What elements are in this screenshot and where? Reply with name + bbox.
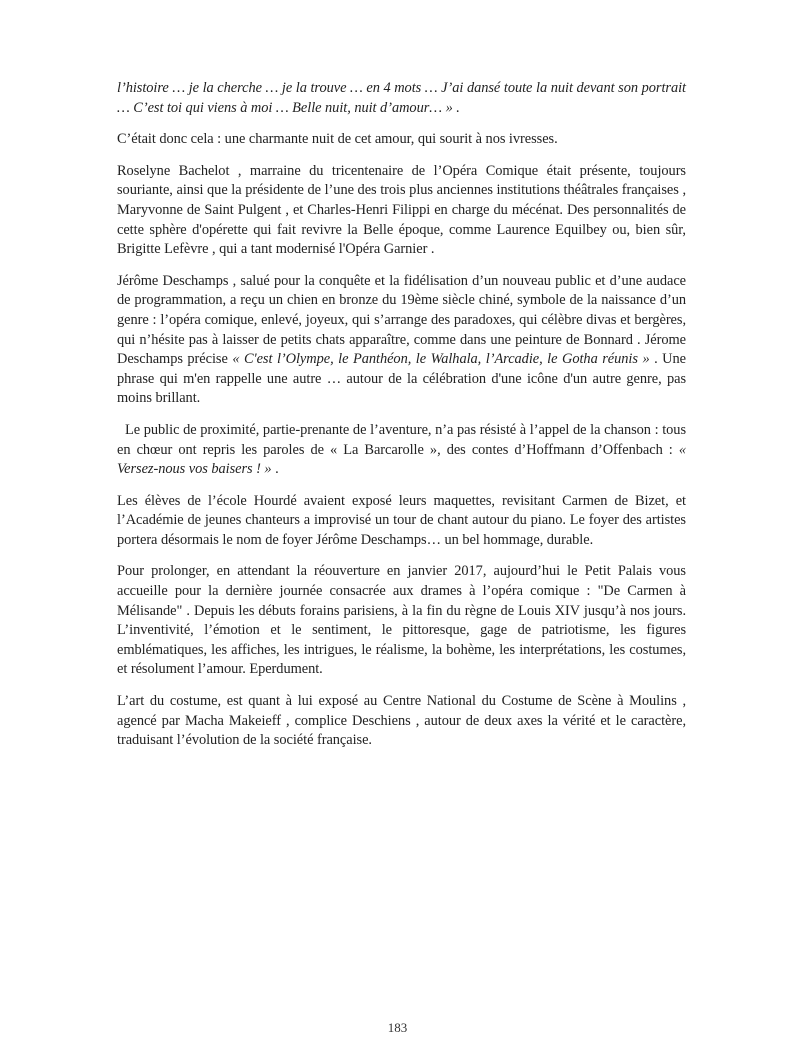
paragraph-text: L’art du costume, est quant à lui exposé au Centre National du Costume de Scène à Moulins , agencé par Macha Makeieff , complice Deschiens , autour de deux axes la vérité et le caractère, traduisant l’évolution de la société française. [117, 693, 686, 749]
barcarolle-quote: « Versez-nous vos baisers ! » [117, 441, 686, 478]
paragraph-petit-palais [117, 562, 686, 680]
paragraph-deschamps [117, 272, 686, 409]
paragraph-costume [117, 692, 686, 751]
document-body [117, 79, 686, 763]
paragraph-text: . [271, 461, 279, 478]
paragraph-students [117, 492, 686, 551]
paragraph-text: C’était donc cela : une charmante nuit de cet amour, qui sourit à nos ivresses. [117, 131, 558, 148]
paragraph-charming-night [117, 130, 686, 150]
paragraph-text: Le public de proximité, partie-prenante de l’aventure, n’a pas résisté à l’appel de la chanson : tous en chœur ont repris les paroles de « La Barcarolle », des contes d’Hoffmann d’Offenbach : [117, 421, 686, 458]
paragraph-public [117, 421, 686, 480]
paragraph-text: Roselyne Bachelot , marraine du tricentenaire de l’Opéra Comique était présente, toujours souriante, ainsi que la présidente de l’une des trois plus anciennes institutions théâtrales françaises , Maryvonne de Saint Pulgent , et Charles-Henri Filippi en charge du mécénat. Des personnalités de cette sphère d'opérette qui fait revivre la Belle époque, comme Laurence Equilbey ou, bien sûr, Brigitte Lefèvre , qui a tant modernisé l'Opéra Garnier . [117, 162, 686, 258]
page-number: 183 [387, 1020, 408, 1035]
lyrics-text: l’histoire … je la cherche … je la trouve … en 4 mots … J’ai dansé toute la nuit devant son portrait … C’est toi qui viens à moi … Belle nuit, nuit d’amour… » . [117, 80, 686, 116]
paragraph-guests [117, 162, 686, 260]
paragraph-song-lyrics [117, 79, 686, 118]
paragraph-text: Jérôme Deschamps , salué pour la conquête et la fidélisation d’un nouveau public et d’une audace de programmation, a reçu un chien en bronze du 19ème siècle chiné, symbole de la naissance d’un genre : l’opéra comique, enlevé, joyeux, qui s’arrange des paradoxes, qui célèbre divas et bergères, qui n’hésite pas à laisser de petits chats apparaître, comme dans une peinture de Bonnard . Jérome Deschamps précise [117, 272, 686, 368]
paragraph-text: Les élèves de l’école Hourdé avaient exposé leurs maquettes, revisitant Carmen de Bizet, et l’Académie de jeunes chanteurs a improvisé un tour de chant autour du piano. Le foyer des artistes portera désormais le nom de foyer Jérôme Deschamps… un bel hommage, durable. [117, 492, 686, 548]
paragraph-text: . Une phrase qui m'en rappelle une autre … autour de la célébration d'une icône d'un autre genre, pas moins brillant. [117, 351, 687, 407]
deschamps-quote: « C'est l’Olympe, le Panthéon, le Walhala, l’Arcadie, le Gotha réunis » [232, 351, 650, 368]
paragraph-text: Pour prolonger, en attendant la réouverture en janvier 2017, aujourd’hui le Petit Palais vous accueille pour la dernière journée consacrée aux drames à l’opéra comique : "De Carmen à Mélisande" . Depuis les débuts forains parisiens, à la fin du règne de Louis XIV jusqu’à nos jours. L’inventivité, l’émotion et le sentiment, le pittoresque, gage de patriotisme, les figures emblématiques, les affiches, les intrigues, le réalisme, la bohème, les interprétations, les costumes, et résolument l’amour. Eperdument. [117, 563, 686, 678]
